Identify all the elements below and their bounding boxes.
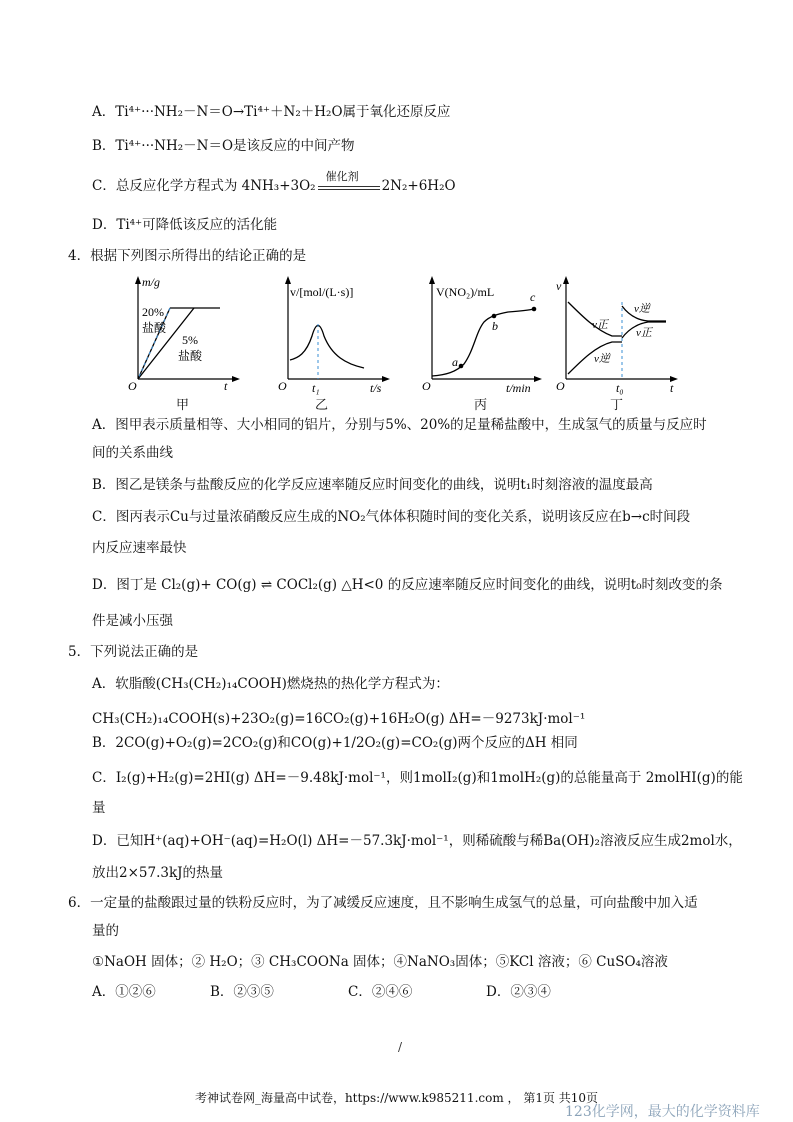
q5-stem: 5．下列说法正确的是	[68, 644, 199, 660]
bing-label-c: c	[530, 290, 536, 304]
q6-stem-line1: 6．一定量的盐酸跟过量的铁粉反应时，为了减缓反应速度，且不影响生成氢气的总量，可向盐酸中加入适	[68, 895, 698, 911]
q4-option-a-line2: 间的关系曲线	[92, 445, 173, 461]
q4-option-c-line1: C．图丙表示Cu与过量浓硝酸反应生成的NO₂气体体积随时间的变化关系，说明该反应在b→c时间段	[92, 509, 691, 525]
bing-point-b	[492, 314, 497, 319]
bing-label-b: b	[492, 319, 498, 333]
watermark: 123化学网，最大的化学资料库	[565, 1104, 760, 1120]
bing-y-arrow	[429, 276, 435, 284]
q5-option-a-line1: A．软脂酸(CH₃(CH₂)₁₄COOH)燃烧热的热化学方程式为：	[92, 676, 449, 692]
jia-label-5b: 盐酸	[178, 349, 203, 363]
ding-label-vni: v逆	[594, 353, 610, 365]
ding-label-vzheng: v正	[592, 319, 608, 331]
q3-option-c-prefix: C．总反应化学方程式为 4NH₃+3O₂	[92, 178, 316, 194]
bing-label-a: a	[452, 355, 458, 369]
page-footer: 考神试卷网_海量高中试卷，https://www.k985211.com ， 第1页 共10页	[194, 1091, 599, 1105]
yi-x-arrow	[382, 376, 390, 382]
q4-option-d-line2: 件是减小压强	[92, 613, 173, 629]
jia-label-20b: 盐酸	[142, 321, 167, 335]
figure-bing	[418, 276, 548, 411]
bing-x-arrow	[534, 376, 542, 382]
q5-option-d-line1: D．已知H⁺(aq)+OH⁻(aq)=H₂O(l) ΔH=－57.3kJ·mol⁻¹，则稀硫酸与稀Ba(OH)₂溶液反应生成2mol水，	[92, 833, 742, 849]
bing-curve	[432, 309, 534, 376]
q6-option-c: C．②④⑥	[348, 984, 413, 1000]
q6-option-d: D．②③④	[486, 984, 551, 1000]
q4-option-c-line2: 内反应速率最快	[92, 540, 187, 556]
jia-label-20: 20%	[142, 305, 164, 319]
q5-option-b: B．2CO(g)+O₂(g)=2CO₂(g)和CO(g)+1/2O₂(g)=CO₂(g)两个反应的ΔH 相同	[92, 735, 578, 751]
bing-point-c	[532, 307, 537, 312]
yi-ylabel: v/[mol/(L·s)]	[290, 285, 354, 299]
yi-curve	[290, 326, 364, 369]
jia-origin: O	[128, 379, 137, 393]
q3-option-a: A．Ti⁴⁺···NH₂－N＝O→Ti⁴⁺＋N₂＋H₂O属于氧化还原反应	[92, 104, 451, 120]
q4-option-b: B．图乙是镁条与盐酸反应的化学反应速率随反应时间变化的曲线，说明t₁时刻溶液的温度最高	[92, 477, 653, 493]
caption-bing: 丙	[474, 398, 488, 413]
q4-option-d-line1: D．图丁是 Cl₂(g)+ CO(g) ⇌ COCl₂(g) △H<0 的反应速率随反应时间变化的曲线，说明t₀时刻改变的条	[92, 577, 723, 593]
q5-option-c-line1: C．I₂(g)+H₂(g)=2HI(g) ΔH=－9.48kJ·mol⁻¹，则1molI₂(g)和1molH₂(g)的总能量高于 2molHI(g)的能	[92, 770, 743, 786]
figure-yi	[276, 276, 394, 411]
jia-xlabel: t	[224, 379, 228, 393]
ding-tick: t₀	[616, 381, 624, 395]
q6-option-a: A．①②⑥	[92, 984, 156, 1000]
bing-origin: O	[422, 379, 431, 393]
q4-option-a-line1: A．图甲表示质量相等、大小相同的铝片，分别与5%、20%的足量稀盐酸中，生成氢气的质量与反应时	[92, 417, 707, 433]
yi-tick: t₁	[312, 381, 320, 395]
q6-items: ①NaOH 固体；② H₂O；③ CH₃COONa 固体；④NaNO₃固体；⑤KCl 溶液；⑥ CuSO₄溶液	[92, 954, 668, 970]
yi-y-arrow	[285, 276, 291, 284]
jia-x-arrow	[232, 376, 240, 382]
figure-jia	[112, 276, 244, 411]
page-mark: /	[398, 1040, 403, 1054]
q3-option-c	[92, 169, 456, 194]
jia-y-arrow	[135, 276, 141, 284]
jia-label-5: 5%	[182, 333, 198, 347]
ding-y-arrow	[563, 276, 569, 284]
q5-option-c-line2: 量	[92, 800, 106, 816]
ding-label-vni2: v逆	[634, 303, 650, 315]
q3-option-d: D．Ti⁴⁺可降低该反应的活化能	[92, 217, 278, 233]
q6-option-b: B．②③⑤	[210, 984, 274, 1000]
q3-catalyst-arrow	[318, 169, 380, 194]
q3-option-c-suffix: 2N₂+6H₂O	[381, 178, 456, 194]
yi-xlabel: t/s	[370, 381, 382, 395]
q3-equals-bar-2	[318, 189, 380, 190]
jia-ylabel: m/g	[142, 276, 160, 289]
ding-xlabel: t	[670, 381, 674, 395]
caption-ding: 丁	[610, 398, 624, 413]
bing-point-a	[459, 364, 464, 369]
q5-option-a-line2: CH₃(CH₂)₁₄COOH(s)+23O₂(g)=16CO₂(g)+16H₂O(g) ΔH=－9273kJ·mol⁻¹	[92, 711, 586, 727]
q3-catalyst-label: 催化剂	[325, 169, 359, 183]
q5-option-d-line2: 放出2×57.3kJ的热量	[92, 865, 224, 881]
bing-ylabel: V(NO₂)/mL	[436, 285, 495, 299]
q6-stem-line2: 量的	[92, 923, 119, 939]
ding-label-vzheng2: v正	[636, 327, 652, 339]
yi-origin: O	[278, 379, 287, 393]
figure-ding	[552, 276, 684, 411]
q3-equals-bar	[318, 186, 380, 187]
q4-stem: 4．根据下列图示所得出的结论正确的是	[68, 248, 307, 264]
ding-origin: O	[556, 379, 565, 393]
q3-option-b: B．Ti⁴⁺···NH₂－N＝O是该反应的中间产物	[92, 138, 355, 154]
ding-ylabel: v	[556, 279, 562, 293]
caption-jia: 甲	[176, 398, 190, 413]
bing-xlabel: t/min	[506, 381, 531, 395]
caption-yi: 乙	[315, 398, 329, 413]
